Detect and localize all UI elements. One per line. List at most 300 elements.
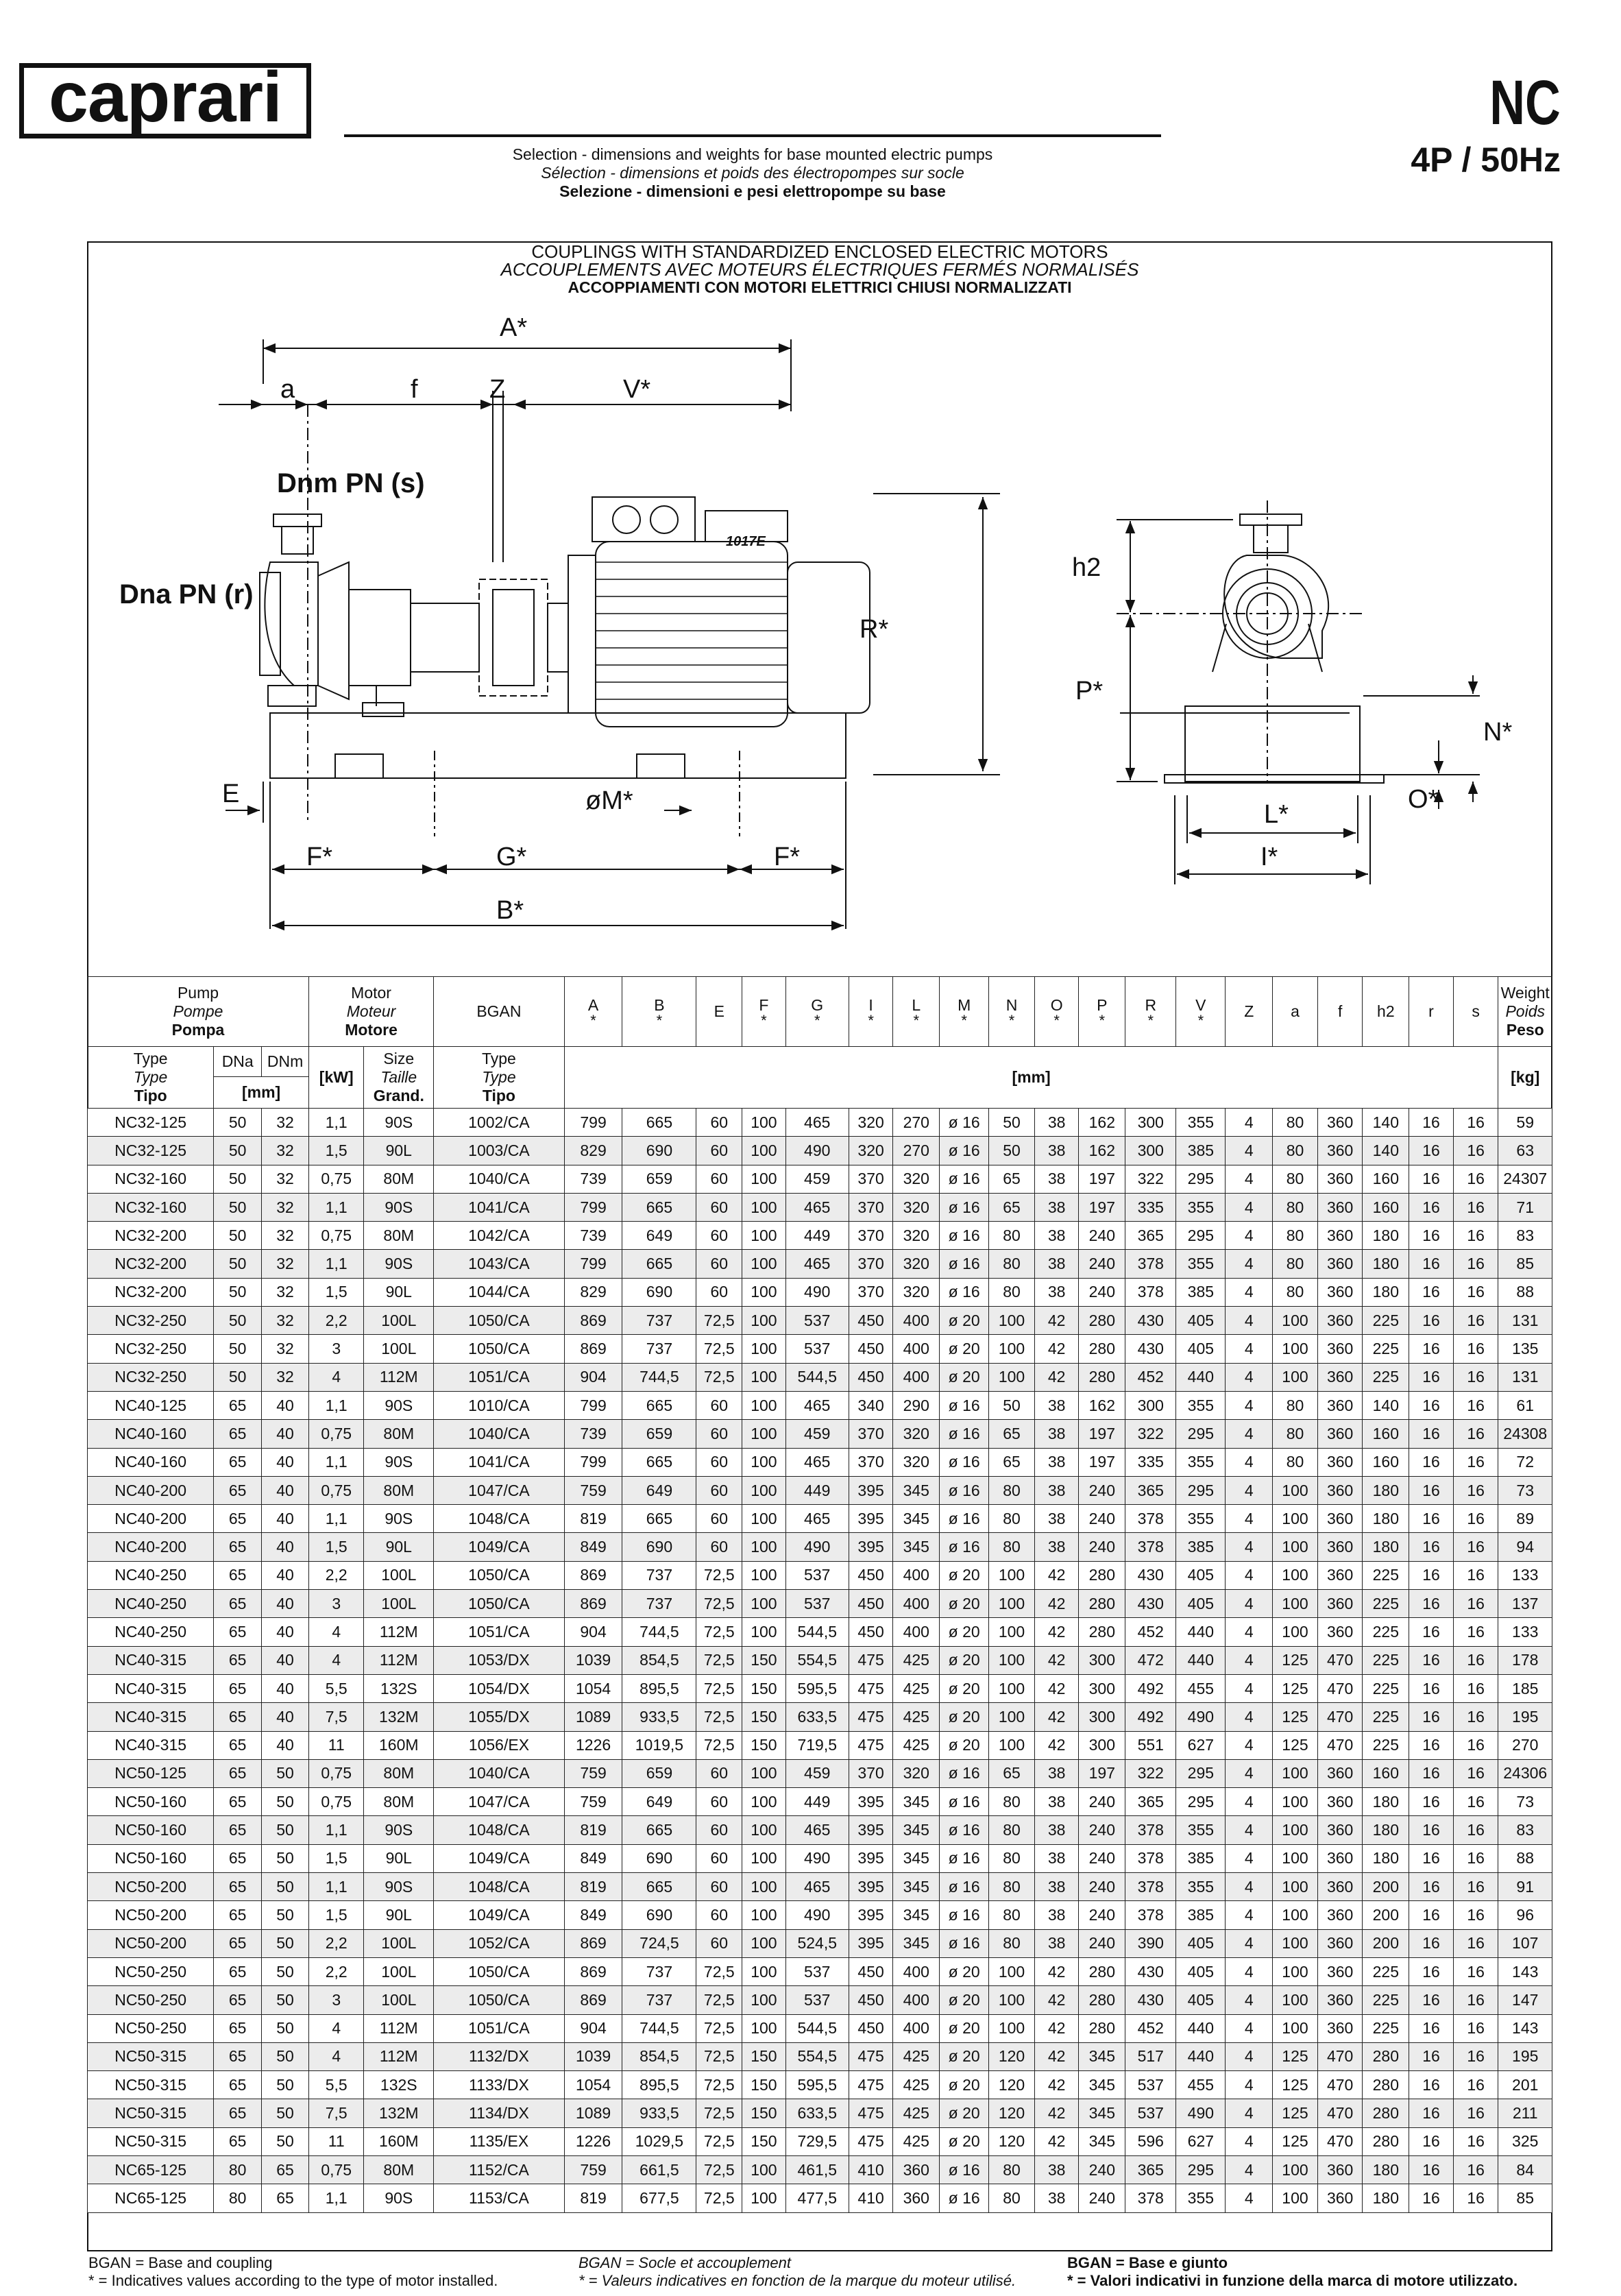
table-cell: 65 [214,1759,262,1787]
table-cell: 360 [1317,1561,1363,1589]
table-cell: 1,1 [308,1109,363,1137]
table-cell: 365 [1125,1476,1176,1504]
table-cell: 475 [849,1674,893,1702]
table-cell: 1039 [564,1646,622,1674]
table-cell: 595,5 [785,1674,849,1702]
table-cell: 4 [308,2014,363,2042]
table-cell: 16 [1453,1222,1498,1250]
table-cell: 240 [1079,1844,1125,1872]
table-cell: 355 [1176,1109,1226,1137]
table-cell: 50 [262,1957,309,1985]
table-cell: 355 [1176,1816,1226,1844]
table-cell: 80 [989,2155,1035,2184]
table-cell: 395 [849,1844,893,1872]
table-cell: 355 [1176,1193,1226,1221]
table-cell: 425 [893,2127,940,2155]
table-cell: ø 20 [940,1590,989,1618]
th-dim: I * [849,977,893,1047]
table-cell: 60 [696,1788,742,1816]
table-cell: ø 16 [940,2155,989,2184]
table-cell: 72,5 [696,2099,742,2127]
th-dim: N * [989,977,1035,1047]
th-dim: h2 [1363,977,1409,1047]
table-row [88,1618,1552,1646]
table-cell: 280 [1079,1590,1125,1618]
table-cell: 80 [989,1278,1035,1306]
table-cell: 465 [785,1448,849,1476]
table-cell: 378 [1125,1901,1176,1929]
table-cell: 100 [989,1307,1035,1335]
table-cell: 38 [1034,1816,1079,1844]
table-cell: 425 [893,2099,940,2127]
label-f1: F* [306,843,332,871]
table-cell: 100 [1273,2014,1318,2042]
table-cell: 100L [364,1986,434,2014]
model-frequency: 4P / 50Hz [1411,141,1561,179]
table-cell: 849 [564,1533,622,1561]
table-cell: 459 [785,1420,849,1448]
table-cell: 280 [1079,1561,1125,1589]
table-cell: 659 [622,1420,696,1448]
table-row [88,1391,1552,1419]
table-cell: 4 [1226,1307,1273,1335]
table-cell: 665 [622,1448,696,1476]
table-cell: 80M [364,1420,434,1448]
table-cell: 100 [989,1618,1035,1646]
table-cell: 459 [785,1759,849,1787]
table-cell: 0,75 [308,1222,363,1250]
table-cell: 16 [1409,1476,1454,1504]
th-dim: f [1317,977,1363,1047]
table-cell: 295 [1176,1420,1226,1448]
table-cell: 50 [214,1222,262,1250]
table-cell: 150 [742,1674,786,1702]
table-cell: 65 [214,1476,262,1504]
table-cell: 16 [1409,1618,1454,1646]
table-cell: 360 [1317,1929,1363,1957]
table-row [88,2155,1552,2184]
table-cell: 4 [308,1618,363,1646]
table-cell: 200 [1363,1873,1409,1901]
table-cell: 50 [989,1391,1035,1419]
table-cell: 40 [262,1391,309,1419]
table-cell: 143 [1498,2014,1552,2042]
table-cell: 180 [1363,1222,1409,1250]
table-cell: 38 [1034,1929,1079,1957]
table-cell: 1039 [564,2042,622,2070]
table-cell: 16 [1453,1448,1498,1476]
table-cell: NC40-125 [88,1391,214,1419]
table-cell: 16 [1453,2099,1498,2127]
table-cell: 759 [564,1759,622,1787]
table-cell: NC50-160 [88,1788,214,1816]
table-cell: 737 [622,1590,696,1618]
label-a: a [280,375,295,404]
table-cell: 1050/CA [434,1561,565,1589]
table-cell: 4 [1226,1901,1273,1929]
table-cell: 4 [1226,1590,1273,1618]
table-cell: 2,2 [308,1561,363,1589]
table-cell: 50 [214,1250,262,1278]
table-cell: 16 [1453,1505,1498,1533]
table-cell: 4 [1226,1646,1273,1674]
table-cell: 50 [262,1844,309,1872]
table-cell: NC32-250 [88,1335,214,1363]
table-cell: 4 [1226,2099,1273,2127]
table-cell: 40 [262,1674,309,1702]
table-cell: 32 [262,1137,309,1165]
table-cell: 160 [1363,1759,1409,1787]
th-dim: G * [785,977,849,1047]
table-cell: 7,5 [308,2099,363,2127]
table-cell: 425 [893,1703,940,1731]
th-dim: Z [1226,977,1273,1047]
table-cell: 100 [1273,1561,1318,1589]
logo-text: caprari [49,58,282,137]
table-cell: 16 [1409,1165,1454,1193]
table-cell: 40 [262,1731,309,1759]
table-cell: 112M [364,2042,434,2070]
table-cell: 280 [1079,1335,1125,1363]
table-cell: 4 [1226,1561,1273,1589]
table-cell: 65 [214,2014,262,2042]
table-cell: 16 [1409,1986,1454,2014]
table-cell: 360 [1317,1307,1363,1335]
table-cell: 90S [364,1391,434,1419]
table-cell: 100 [742,1476,786,1504]
table-cell: 65 [989,1193,1035,1221]
table-cell: 475 [849,1731,893,1759]
th-motor: Motor Moteur Motore [308,977,433,1047]
table-cell: 4 [1226,1986,1273,2014]
table-cell: 370 [849,1759,893,1787]
table-cell: 40 [262,1476,309,1504]
table-cell: 201 [1498,2071,1552,2099]
table-cell: 32 [262,1307,309,1335]
table-cell: 904 [564,1363,622,1391]
th-bgan-type: Type Type Tipo [434,1047,565,1109]
table-cell: NC32-200 [88,1222,214,1250]
table-cell: 38 [1034,1137,1079,1165]
table-cell: 16 [1409,1646,1454,1674]
table-cell: 895,5 [622,2071,696,2099]
table-cell: 320 [893,1222,940,1250]
table-cell: 378 [1125,1250,1176,1278]
table-cell: 16 [1409,1533,1454,1561]
table-cell: 1010/CA [434,1391,565,1419]
table-cell: 16 [1409,1109,1454,1137]
section-title-en: COUPLINGS WITH STANDARDIZED ENCLOSED ELECTRIC MOTORS [531,241,1108,262]
section-title-it: ACCOPPIAMENTI CON MOTORI ELETTRICI CHIUSI NORMALIZZATI [568,278,1072,296]
table-cell: 100 [1273,2155,1318,2184]
table-cell: 80 [989,1788,1035,1816]
table-cell: NC50-200 [88,1929,214,1957]
table-cell: 1,5 [308,1137,363,1165]
table-cell: 869 [564,1957,622,1985]
table-cell: 395 [849,1476,893,1504]
table-cell: 280 [1363,2071,1409,2099]
table-cell: 4 [1226,1391,1273,1419]
table-cell: 73 [1498,1476,1552,1504]
label-motor-code: 1017E [726,534,766,549]
table-cell: 4 [1226,1844,1273,1872]
table-cell: 280 [1363,2127,1409,2155]
table-cell: 80 [989,1929,1035,1957]
table-cell: 100 [989,1731,1035,1759]
table-cell: 16 [1409,1759,1454,1787]
table-cell: ø 20 [940,2042,989,2070]
table-cell: 537 [785,1335,849,1363]
table-cell: 100 [1273,1533,1318,1561]
table-cell: 1029,5 [622,2127,696,2155]
table-cell: 100 [1273,1590,1318,1618]
table-cell: 4 [1226,1929,1273,1957]
table-cell: 537 [785,1986,849,2014]
table-cell: 370 [849,1278,893,1306]
table-cell: ø 16 [940,1901,989,1929]
table-cell: 60 [696,1448,742,1476]
table-cell: 4 [1226,1533,1273,1561]
table-cell: 450 [849,1618,893,1646]
table-cell: 360 [1317,1335,1363,1363]
table-cell: 225 [1363,1703,1409,1731]
table-cell: 100L [364,1561,434,1589]
table-cell: 459 [785,1165,849,1193]
title-fr: Sélection - dimensions et poids des électropompes sur socle [541,164,964,182]
table-cell: 225 [1363,1646,1409,1674]
table-row [88,1533,1552,1561]
table-cell: 50 [262,2127,309,2155]
table-cell: ø 20 [940,1561,989,1589]
table-cell: 1042/CA [434,1222,565,1250]
table-cell: 690 [622,1533,696,1561]
table-cell: 160M [364,2127,434,2155]
table-cell: 38 [1034,1505,1079,1533]
table-cell: 410 [849,2155,893,2184]
table-cell: 1,1 [308,1250,363,1278]
table-cell: 50 [262,1986,309,2014]
table-cell: 50 [262,1788,309,1816]
table-cell: 360 [1317,1448,1363,1476]
table-cell: 125 [1273,1646,1318,1674]
table-cell: 360 [1317,1391,1363,1419]
table-cell: 72,5 [696,1335,742,1363]
table-cell: 85 [1498,2184,1552,2212]
table-cell: 60 [696,1929,742,1957]
table-cell: 1226 [564,2127,622,2155]
table-cell: 16 [1453,1391,1498,1419]
table-cell: 1,1 [308,1505,363,1533]
table-cell: 59 [1498,1109,1552,1137]
table-cell: 799 [564,1193,622,1221]
table-cell: 240 [1079,1250,1125,1278]
table-cell: 100 [1273,1844,1318,1872]
table-cell: 405 [1176,1590,1226,1618]
table-cell: 100 [742,1957,786,1985]
table-cell: 4 [1226,2155,1273,2184]
table-cell: 430 [1125,1561,1176,1589]
table-cell: 50 [262,2099,309,2127]
table-cell: 112M [364,1646,434,1674]
table-cell: 390 [1125,1929,1176,1957]
table-cell: 38 [1034,1533,1079,1561]
table-cell: 492 [1125,1703,1176,1731]
table-cell: 4 [1226,1193,1273,1221]
table-cell: 60 [696,1165,742,1193]
table-cell: 475 [849,2071,893,2099]
table-cell: 537 [785,1307,849,1335]
table-cell: 150 [742,2099,786,2127]
table-cell: 295 [1176,1222,1226,1250]
table-cell: 72,5 [696,1590,742,1618]
table-cell: NC40-200 [88,1505,214,1533]
table-cell: 0,75 [308,2155,363,2184]
table-cell: 360 [1317,1363,1363,1391]
table-cell: 225 [1363,1731,1409,1759]
table-cell: 400 [893,1957,940,1985]
table-cell: 869 [564,1335,622,1363]
table-cell: 132M [364,2099,434,2127]
table-cell: 1134/DX [434,2099,565,2127]
table-cell: 320 [893,1420,940,1448]
table-cell: 280 [1079,2014,1125,2042]
table-cell: 819 [564,1816,622,1844]
table-cell: 1,1 [308,1873,363,1901]
table-cell: 72,5 [696,2127,742,2155]
table-cell: 1050/CA [434,1590,565,1618]
table-cell: 5,5 [308,2071,363,2099]
table-cell: 724,5 [622,1929,696,1957]
table-row [88,1109,1552,1137]
table-cell: 450 [849,1957,893,1985]
table-cell: 1043/CA [434,1250,565,1278]
table-cell: 360 [1317,1873,1363,1901]
table-cell: 4 [1226,1731,1273,1759]
table-cell: 162 [1079,1391,1125,1419]
table-row [88,1137,1552,1165]
table-cell: 1044/CA [434,1278,565,1306]
table-cell: 440 [1176,2042,1226,2070]
table-cell: 90S [364,1250,434,1278]
table-row [88,1335,1552,1363]
table-cell: 400 [893,1307,940,1335]
table-cell: 452 [1125,1618,1176,1646]
table-cell: 147 [1498,1986,1552,2014]
table-cell: 73 [1498,1788,1552,1816]
table-cell: 100 [742,2184,786,2212]
table-cell: 322 [1125,1165,1176,1193]
table-cell: ø 20 [940,1618,989,1646]
table-cell: 65 [262,2155,309,2184]
table-cell: 65 [214,1420,262,1448]
table-cell: 1135/EX [434,2127,565,2155]
table-cell: 125 [1273,1731,1318,1759]
table-cell: 16 [1409,1137,1454,1165]
table-cell: 100 [1273,1957,1318,1985]
table-cell: 16 [1453,1646,1498,1674]
table-cell: 345 [1079,2127,1125,2155]
table-cell: ø 16 [940,1505,989,1533]
table-cell: 83 [1498,1816,1552,1844]
table-cell: 80 [989,1533,1035,1561]
table-cell: 869 [564,1590,622,1618]
table-cell: 904 [564,1618,622,1646]
table-cell: 370 [849,1250,893,1278]
table-cell: 1,5 [308,1278,363,1306]
table-cell: 16 [1409,1590,1454,1618]
table-cell: 665 [622,1109,696,1137]
table-cell: 60 [696,1420,742,1448]
table-cell: NC50-315 [88,2071,214,2099]
table-cell: 395 [849,1505,893,1533]
table-cell: 16 [1453,1703,1498,1731]
table-cell: 395 [849,1816,893,1844]
table-cell: 80 [1273,1193,1318,1221]
table-cell: 11 [308,1731,363,1759]
table-cell: 400 [893,1561,940,1589]
table-cell: 385 [1176,1137,1226,1165]
table-cell: NC32-250 [88,1307,214,1335]
table-cell: 65 [214,1703,262,1731]
table-cell: 80 [1273,1391,1318,1419]
table-cell: 125 [1273,2042,1318,2070]
table-cell: 365 [1125,1788,1176,1816]
table-cell: 1002/CA [434,1109,565,1137]
table-cell: 88 [1498,1278,1552,1306]
table-cell: 16 [1453,1533,1498,1561]
table-cell: 395 [849,1929,893,1957]
table-cell: 1,1 [308,1448,363,1476]
table-cell: 16 [1453,1674,1498,1702]
table-cell: 32 [262,1109,309,1137]
table-cell: 200 [1363,1929,1409,1957]
table-cell: 50 [214,1363,262,1391]
table-cell: ø 20 [940,1363,989,1391]
table-cell: 16 [1453,1986,1498,2014]
table-cell: 440 [1176,1618,1226,1646]
table-cell: 554,5 [785,2042,849,2070]
table-cell: 430 [1125,1335,1176,1363]
table-cell: 1,5 [308,1844,363,1872]
table-cell: 0,75 [308,1476,363,1504]
table-cell: 490 [785,1844,849,1872]
table-cell: 345 [1079,2099,1125,2127]
table-cell: 100L [364,1307,434,1335]
table-cell: 16 [1409,1278,1454,1306]
table-cell: 320 [893,1278,940,1306]
table-cell: 40 [262,1448,309,1476]
table-cell: 360 [1317,2155,1363,2184]
table-cell: 300 [1125,1391,1176,1419]
table-cell: 140 [1363,1109,1409,1137]
table-cell: 225 [1363,1307,1409,1335]
table-cell: 16 [1409,1703,1454,1731]
table-cell: 300 [1079,1646,1125,1674]
table-row [88,2071,1552,2099]
table-cell: 280 [1079,1957,1125,1985]
label-l: L* [1264,800,1289,829]
table-cell: 633,5 [785,1703,849,1731]
table-cell: 452 [1125,2014,1176,2042]
table-cell: 100 [989,1646,1035,1674]
table-cell: 719,5 [785,1731,849,1759]
table-cell: NC40-160 [88,1420,214,1448]
table-cell: 2,2 [308,1957,363,1985]
table-cell: 72,5 [696,1703,742,1731]
table-cell: 160 [1363,1193,1409,1221]
table-cell: 72 [1498,1448,1552,1476]
table-cell: 38 [1034,1193,1079,1221]
